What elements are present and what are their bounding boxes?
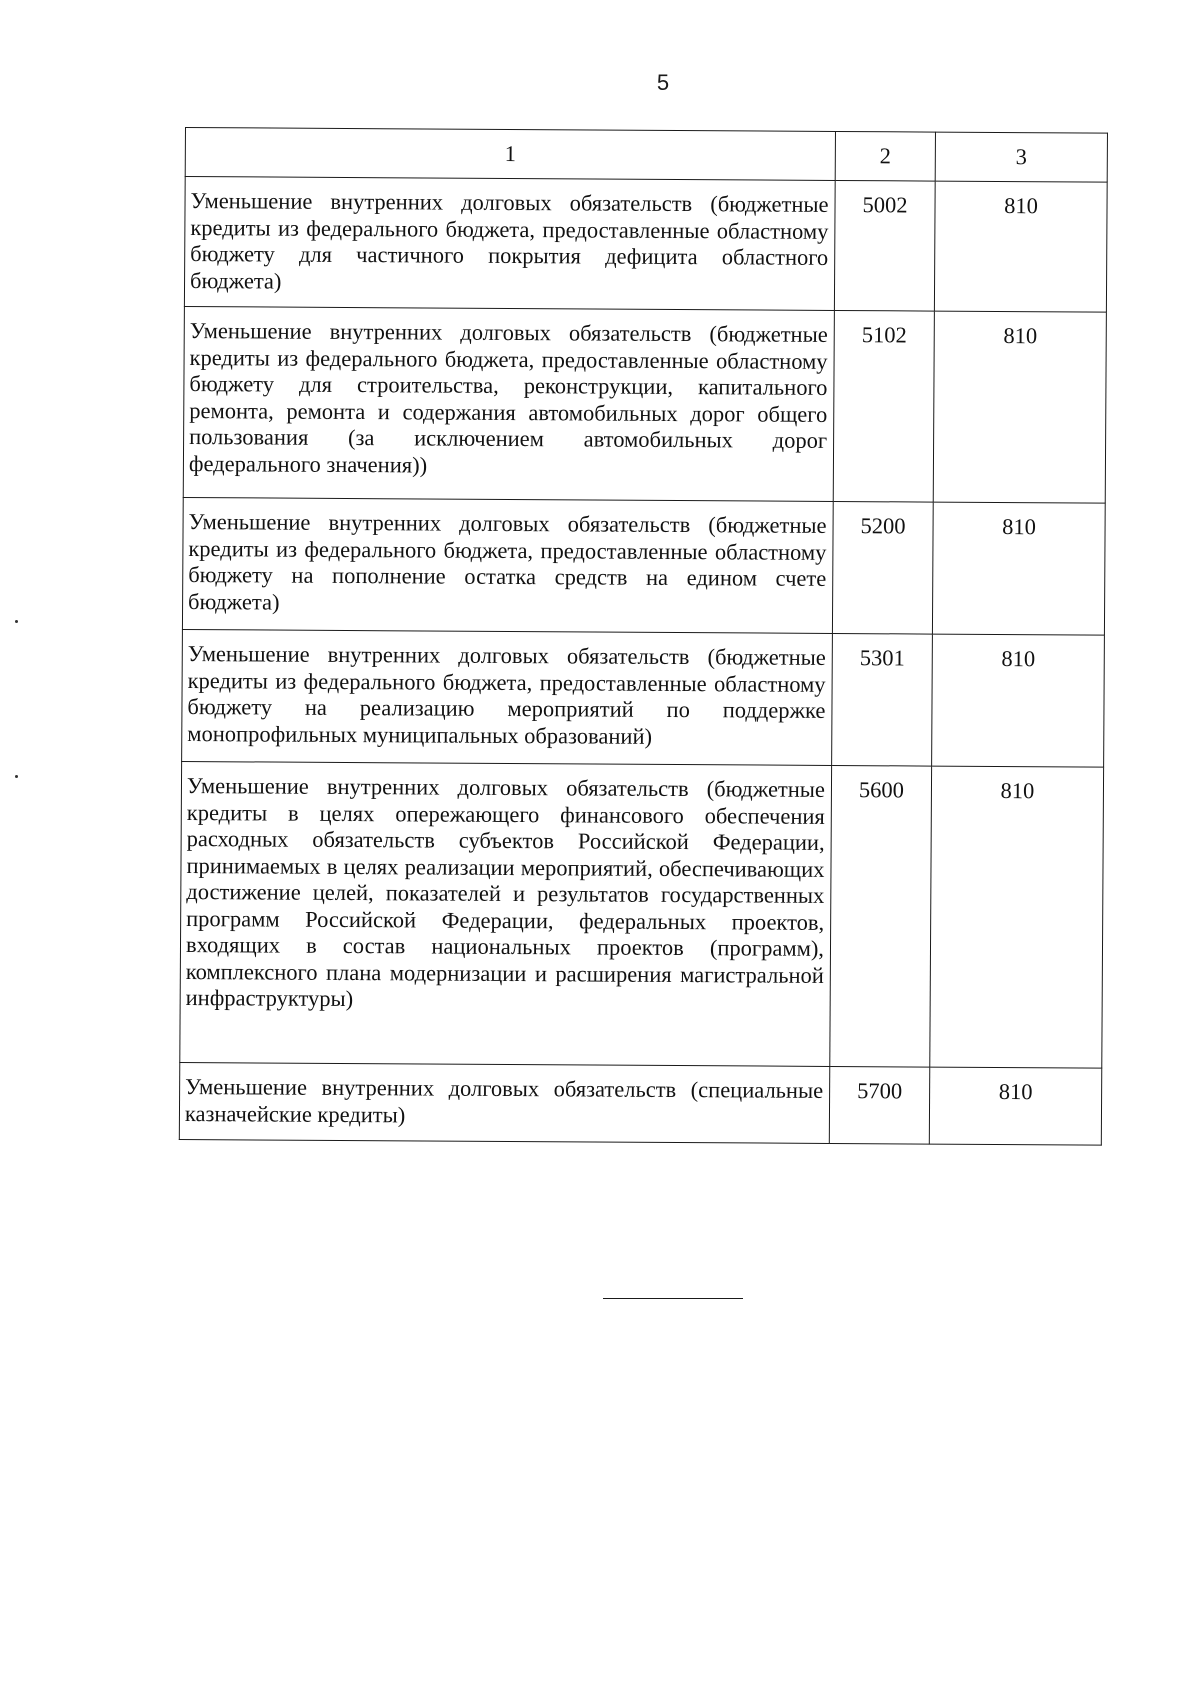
row-description: Уменьшение внутренних долговых обязательств (бюджетные кредиты из федерального бюджета, предоставленные областному бюджету на реализацию мероприятий по поддержке монопрофильных муниципальных образований) [182, 629, 833, 765]
column-header-3: 3 [935, 132, 1107, 182]
row-kind: 810 [932, 502, 1105, 635]
row-description: Уменьшение внутренних долговых обязательств (бюджетные кредиты из федерального бюджета, предоставленные областному бюджету для частичного покрытия дефицита областного бюджета) [184, 177, 835, 311]
row-kind: 810 [934, 181, 1107, 312]
scan-speck [15, 620, 18, 623]
row-kind: 810 [930, 766, 1104, 1068]
row-code: 5102 [833, 310, 934, 502]
budget-classification-table [179, 127, 1108, 1146]
row-description: Уменьшение внутренних долговых обязательств (специальные казначейские кредиты) [179, 1062, 829, 1143]
row-description: Уменьшение внутренних долговых обязательств (бюджетные кредиты из федерального бюджета, предоставленные областному бюджету на пополнение остатка средств на едином счете бюджета) [182, 497, 833, 633]
row-code: 5200 [832, 501, 933, 634]
table-row [183, 306, 1106, 503]
table-row [182, 497, 1105, 635]
table-row [180, 761, 1104, 1068]
row-code: 5600 [830, 765, 932, 1067]
table-row [182, 629, 1105, 767]
row-kind: 810 [933, 311, 1106, 503]
page-number: 5 [656, 70, 670, 95]
row-code: 5002 [834, 180, 935, 311]
column-header-2: 2 [835, 131, 935, 181]
row-description: Уменьшение внутренних долговых обязательств (бюджетные кредиты из федерального бюджета, предоставленные областному бюджету для строительства, реконструкции, капитального ремонта, ремонта и содержания автомобильных дорог общего пользования (за исключением автомобильных дорог федерального значения)) [183, 306, 834, 501]
table-header-row [185, 128, 1107, 183]
end-of-document-line [603, 1298, 743, 1299]
row-description: Уменьшение внутренних долговых обязательств (бюджетные кредиты в целях опережающего финансового обеспечения расходных обязательств субъектов Российской Федерации, принимаемых в целях реализации мероприятий, обеспечивающих достижение целей, показателей и результатов государственных программ Российской Федерации, федеральных проектов, входящих в состав национальных проектов (программ), комплексного плана модернизации и расширения магистральной инфраструктуры) [180, 761, 832, 1066]
row-kind: 810 [932, 634, 1105, 767]
table-row [179, 1062, 1101, 1145]
row-code: 5301 [832, 633, 933, 766]
row-kind: 810 [929, 1067, 1101, 1145]
row-code: 5700 [829, 1066, 929, 1144]
budget-table-container [179, 127, 1107, 1146]
column-header-1: 1 [185, 128, 835, 181]
scan-speck [15, 775, 18, 778]
table-row [184, 177, 1107, 313]
